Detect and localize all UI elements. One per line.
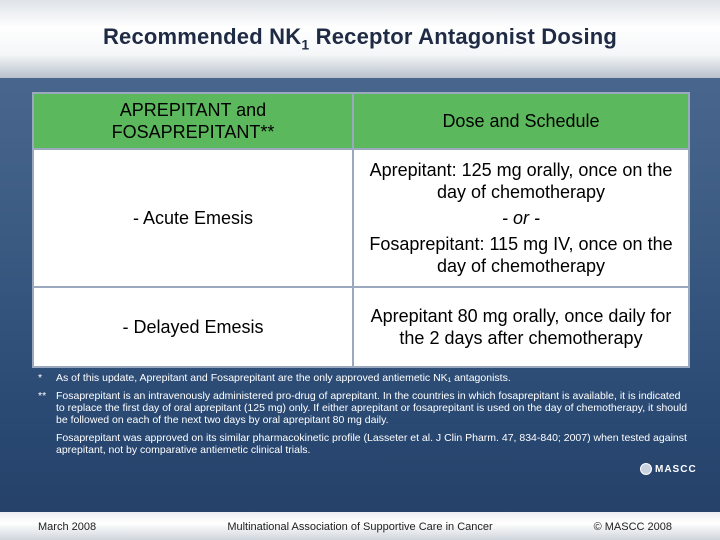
logo-text: MASCC — [655, 463, 697, 475]
slide-footer — [0, 512, 720, 540]
slide-title: Recommended $NK_1$ Receptor Antagonist Dosing — [102, 24, 618, 53]
header-dose: Dose and Schedule — [353, 93, 689, 149]
dose-aprepitant-delayed: Aprepitant 80 mg orally, once daily for the 2 days after chemotherapy — [353, 287, 689, 367]
header-drug: APREPITANT and FOSAPREPITANT** — [33, 93, 353, 149]
dose-cell-acute — [353, 149, 689, 287]
footnote-mark: * — [38, 372, 43, 384]
footnotes — [38, 372, 688, 456]
dose-fosaprepitant-acute: Fosaprepitant: 115 mg IV, once on the day of chemotherapy — [369, 234, 673, 276]
footer-organization: Multinational Association of Supportive Care in Cancer — [227, 521, 493, 533]
footnote-text: As of this update, Aprepitant and Fosaprepitant are the only approved antiemetic NK₁ antagonists. — [56, 372, 511, 384]
title-bar — [0, 0, 720, 78]
table-header-row — [33, 93, 689, 149]
dosing-table — [32, 92, 690, 368]
logo-icon — [640, 463, 652, 475]
footnote-approval-note: Fosaprepitant was approved on its similar pharmacokinetic profile (Lasseter et al. J Clin Pharm. 47, 834-840; 2007) when tested against aprepitant, not by comparative antiemetic clinical trials. — [56, 432, 687, 456]
table-row-delayed — [33, 287, 689, 367]
mascc-logo — [640, 462, 712, 476]
footer-copyright: © MASCC 2008 — [593, 521, 672, 533]
footnote-double-asterisk — [38, 390, 688, 426]
footnote-single-asterisk — [38, 372, 688, 384]
dose-or-divider: - or - — [502, 208, 540, 228]
row-label-acute: - Acute Emesis — [33, 149, 353, 287]
table-row-acute — [33, 149, 689, 287]
dose-aprepitant-acute: Aprepitant: 125 mg orally, once on the day of chemotherapy — [369, 160, 673, 202]
footnote-mark: ** — [38, 390, 47, 402]
footer-date: March 2008 — [38, 521, 97, 533]
row-label-delayed: - Delayed Emesis — [33, 287, 353, 367]
footnote-text: Fosaprepitant is an intravenously administered pro-drug of aprepitant. In the countries in which fosaprepitant is available, it is indicated to replace the first day of oral aprepitant (125 mg) only. If either aprepitant or fosaprepitant is used on the day of chemotherapy, it should be followed on each of the next two days by oral aprepitant 80 mg daily. — [56, 390, 688, 426]
